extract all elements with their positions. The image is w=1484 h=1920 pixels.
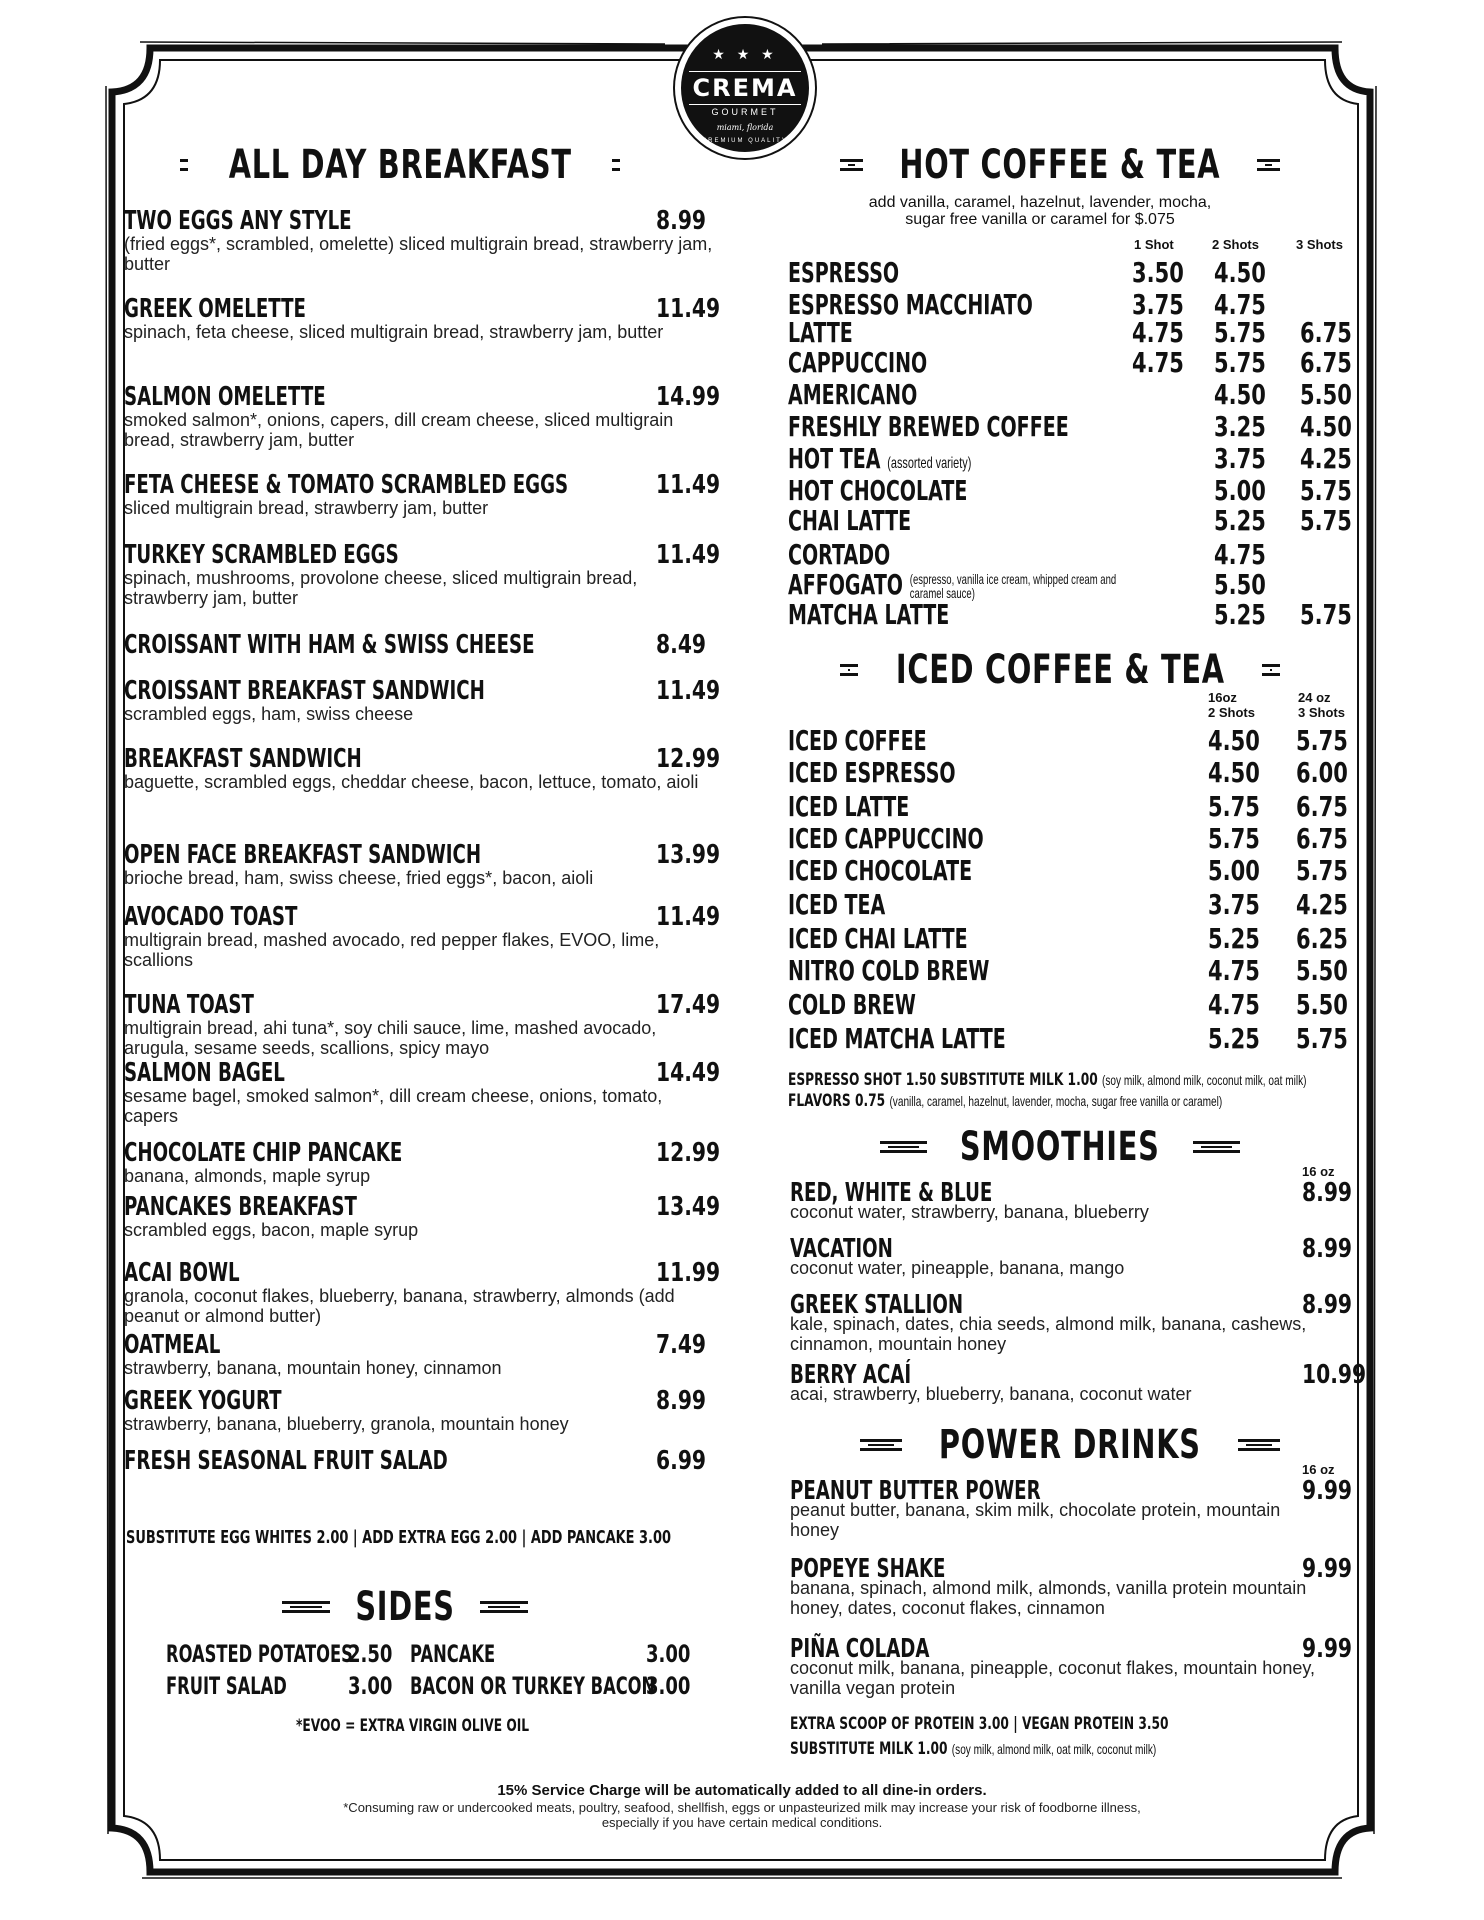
item-name: PANCAKES BREAKFAST (124, 1192, 357, 1222)
item-description: sesame bagel, smoked salmon*, dill cream cheese, onions, tomato, capers (124, 1086, 663, 1126)
item-price: 8.99 (1302, 1234, 1353, 1264)
item-description: smoked salmon*, onions, capers, dill cream cheese, sliced multigrain bread, strawberry jam, butter (124, 410, 674, 450)
drink-row (788, 988, 1348, 1020)
item-description: banana, almonds, maple syrup (124, 1166, 371, 1186)
drink-name-text: HOT CHOCOLATE (788, 474, 968, 507)
item-name: BERRY ACAÍ (790, 1360, 912, 1390)
hot-coffee-heading (840, 140, 1280, 190)
item-name: TUNA TOAST (124, 990, 254, 1020)
drink-name-text: AMERICANO (788, 378, 918, 411)
iced-extras (788, 1070, 1388, 1112)
item-description: acai, strawberry, blueberry, banana, coconut water (790, 1384, 1192, 1404)
item-description: banana, spinach, almond milk, almonds, vanilla protein mountain honey, dates, coconut flakes, cinnamon (790, 1578, 1307, 1618)
item-name: GREEK STALLION (790, 1290, 964, 1320)
iced-col-header (1208, 690, 1255, 720)
price-16oz: 4.50 (1208, 756, 1260, 789)
side-price: 3.00 (348, 1672, 393, 1700)
menu-item (124, 990, 724, 1058)
warning-line: especially if you have certain medical conditions. (601, 1815, 883, 1830)
item-description: coconut milk, banana, pineapple, coconut flakes, mountain honey, vanilla vegan protein (790, 1658, 1316, 1698)
price-16oz: 4.75 (1208, 988, 1260, 1021)
item-description: kale, spinach, dates, chia seeds, almond milk, banana, cashews, cinnamon, mountain honey (790, 1314, 1307, 1354)
price-2-shots: 5.25 (1214, 504, 1266, 537)
power-drinks-title: POWER DRINKS (939, 1422, 1201, 1468)
price-2-shots: 5.25 (1214, 598, 1266, 631)
menu-item (124, 206, 724, 274)
sides-heading (280, 1582, 530, 1632)
smoothies-size: 16 oz (1302, 1164, 1335, 1179)
price-16oz: 4.50 (1208, 724, 1260, 757)
drink-name-text: CAPPUCCINO (788, 346, 928, 379)
hot-coffee-subtitle-line: sugar free vanilla or caramel for $.075 (905, 211, 1175, 228)
heading-ornament (860, 1439, 902, 1451)
power-extras-line: EXTRA SCOOP OF PROTEIN 3.00 | VEGAN PROTEIN 3.50 (790, 1714, 1169, 1734)
price-2-shots: 3.75 (1214, 442, 1266, 475)
item-description: baguette, scrambled eggs, cheddar cheese, bacon, lettuce, tomato, aioli (124, 772, 699, 792)
menu-item (124, 1192, 724, 1240)
drink-name-text: AFFOGATO (788, 568, 903, 601)
price-1-shot: 4.75 (1132, 346, 1184, 379)
side-price: 3.00 (646, 1672, 691, 1700)
drink-name (788, 474, 967, 507)
side-price: 2.50 (348, 1640, 393, 1668)
price-16oz: 5.75 (1208, 822, 1260, 855)
price-16oz: 5.25 (1208, 922, 1260, 955)
item-name: FRESH SEASONAL FRUIT SALAD (124, 1446, 448, 1476)
drink-row (788, 538, 1348, 570)
item-price: 12.99 (656, 1138, 721, 1168)
menu-item (124, 1138, 724, 1186)
menu-item (124, 1386, 724, 1434)
iced-col-shots: 2 Shots (1208, 705, 1255, 720)
drink-name-text: FRESHLY BREWED COFFEE (788, 410, 1069, 443)
item-description: spinach, mushrooms, provolone cheese, sliced multigrain bread, strawberry jam, butter (124, 568, 638, 608)
price-16oz: 4.75 (1208, 954, 1260, 987)
price-3-shots: 6.75 (1300, 346, 1352, 379)
item-description: strawberry, banana, mountain honey, cinnamon (124, 1358, 502, 1378)
drink-name: ICED LATTE (788, 790, 910, 823)
iced-extras-label: ESPRESSO SHOT 1.50 SUBSTITUTE MILK 1.00 (788, 1070, 1098, 1090)
price-3-shots: 4.25 (1300, 442, 1352, 475)
power-extras-detail: (soy milk, almond milk, oat milk, coconut milk) (951, 1741, 1157, 1757)
item-description: peanut butter, banana, skim milk, chocolate protein, mountain honey (790, 1500, 1281, 1540)
item-description: scrambled eggs, ham, swiss cheese (124, 704, 414, 724)
item-name: RED, WHITE & BLUE (790, 1178, 993, 1208)
heading-ornament (840, 664, 858, 676)
menu-item (124, 294, 724, 342)
iced-col-size: 24 oz (1298, 690, 1331, 705)
price-3-shots: 5.75 (1300, 504, 1352, 537)
item-name: SALMON OMELETTE (124, 382, 326, 412)
item-description: multigrain bread, mashed avocado, red pepper flakes, EVOO, lime, scallions (124, 930, 660, 970)
heading-ornament (1257, 159, 1280, 171)
item-price: 7.49 (656, 1330, 707, 1360)
menu-item (124, 470, 724, 518)
hot-col-header: 1 Shot (1134, 237, 1174, 252)
price-24oz: 6.75 (1296, 822, 1348, 855)
drink-row (788, 442, 1352, 475)
iced-coffee-heading (840, 645, 1280, 695)
drink-name: COLD BREW (788, 988, 916, 1021)
item-name: OPEN FACE BREAKFAST SANDWICH (124, 840, 482, 870)
item-name: PEANUT BUTTER POWER (790, 1476, 1041, 1506)
drink-row (788, 410, 1352, 443)
item-price: 11.49 (656, 540, 721, 570)
service-charge-note: 15% Service Charge will be automatically added to all dine-in orders. (497, 1782, 987, 1799)
price-16oz: 5.25 (1208, 1022, 1260, 1055)
side-item (410, 1640, 690, 1672)
price-2-shots: 5.00 (1214, 474, 1266, 507)
drink-row (788, 954, 1348, 986)
side-item (166, 1672, 406, 1704)
item-name: AVOCADO TOAST (124, 902, 298, 932)
item-price: 8.99 (656, 1386, 707, 1416)
menu-item (790, 1554, 1353, 1618)
iced-col-size: 16oz (1208, 690, 1237, 705)
price-24oz: 6.25 (1296, 922, 1348, 955)
item-price: 10.99 (1302, 1360, 1367, 1390)
drink-name-text: ESPRESSO MACCHIATO (788, 288, 1033, 321)
heading-ornament (612, 159, 620, 171)
item-price: 11.49 (656, 902, 721, 932)
menu-item (790, 1360, 1367, 1404)
drink-name-text: ESPRESSO (788, 256, 900, 289)
item-name: SALMON BAGEL (124, 1058, 285, 1088)
iced-extras-label: FLAVORS 0.75 (788, 1091, 886, 1111)
side-name: ROASTED POTATOES (166, 1640, 353, 1668)
price-1-shot: 4.75 (1132, 316, 1184, 349)
item-price: 9.99 (1302, 1554, 1353, 1584)
menu-item (124, 676, 724, 724)
menu-item (124, 902, 724, 970)
breakfast-extras-text: SUBSTITUTE EGG WHITES 2.00 | ADD EXTRA EGG 2.00 | ADD PANCAKE 3.00 (126, 1527, 671, 1548)
drink-name (788, 410, 1069, 443)
item-description: sliced multigrain bread, strawberry jam, butter (124, 498, 489, 518)
item-price: 11.49 (656, 470, 721, 500)
side-price: 3.00 (646, 1640, 691, 1668)
menu-item (124, 1330, 724, 1378)
logo-stars: ★ ★ ★ (712, 46, 778, 62)
power-extras-label: SUBSTITUTE MILK 1.00 (790, 1739, 948, 1759)
price-3-shots: 5.75 (1300, 598, 1352, 631)
heading-ornament (180, 159, 188, 171)
drink-name (788, 442, 971, 475)
iced-coffee-title: ICED COFFEE & TEA (895, 647, 1225, 693)
iced-extras-detail: (soy milk, almond milk, coconut milk, oat milk) (1102, 1072, 1307, 1088)
drink-note: (espresso, vanilla ice cream, whipped cream and caramel sauce) (909, 571, 1117, 601)
drink-name: ICED CHOCOLATE (788, 854, 973, 887)
logo-subtitle: GOURMET (711, 107, 779, 117)
price-3-shots: 4.50 (1300, 410, 1352, 443)
side-item (410, 1672, 690, 1704)
item-description: coconut water, pineapple, banana, mango (790, 1258, 1125, 1278)
heading-ornament (1193, 1141, 1240, 1153)
drink-note: (assorted variety) (887, 455, 972, 472)
item-name: FETA CHEESE & TOMATO SCRAMBLED EGGS (124, 470, 569, 500)
item-description: strawberry, banana, blueberry, granola, mountain honey (124, 1414, 569, 1434)
drink-name (788, 256, 899, 289)
item-description: brioche bread, ham, swiss cheese, fried eggs*, bacon, aioli (124, 868, 594, 888)
power-extras-line (790, 1737, 1156, 1761)
drink-name: ICED TEA (788, 888, 886, 921)
price-24oz: 5.75 (1296, 724, 1348, 757)
side-name: FRUIT SALAD (166, 1672, 287, 1700)
price-24oz: 5.75 (1296, 854, 1348, 887)
price-2-shots: 4.75 (1214, 288, 1266, 321)
heading-ornament (1238, 1439, 1280, 1451)
price-2-shots: 5.75 (1214, 346, 1266, 379)
drink-name-text: HOT TEA (788, 442, 881, 475)
item-price: 6.99 (656, 1446, 707, 1476)
drink-row (788, 756, 1348, 788)
item-price: 8.99 (1302, 1290, 1353, 1320)
iced-col-shots: 3 Shots (1298, 705, 1345, 720)
price-2-shots: 3.25 (1214, 410, 1266, 443)
item-name: CROISSANT BREAKFAST SANDWICH (124, 676, 485, 706)
hot-col-header: 2 Shots (1212, 237, 1259, 252)
item-name: POPEYE SHAKE (790, 1554, 946, 1584)
price-2-shots: 5.50 (1214, 568, 1266, 601)
item-price: 17.49 (656, 990, 721, 1020)
drink-name-text: LATTE (788, 316, 853, 349)
sides-note (296, 1716, 620, 1736)
drink-row (788, 256, 1348, 288)
drink-name: ICED ESPRESSO (788, 756, 956, 789)
drink-name (788, 378, 917, 411)
menu-item (790, 1290, 1353, 1354)
item-description: scrambled eggs, bacon, maple syrup (124, 1220, 419, 1240)
item-name: CHOCOLATE CHIP PANCAKE (124, 1138, 403, 1168)
item-price: 11.49 (656, 676, 721, 706)
item-description: (fried eggs*, scrambled, omelette) sliced multigrain bread, strawberry jam, butter (124, 234, 713, 274)
drink-row (788, 346, 1352, 379)
price-24oz: 6.00 (1296, 756, 1348, 789)
drink-row (788, 378, 1352, 411)
heading-ornament (840, 159, 863, 171)
hot-coffee-subtitle-line: add vanilla, caramel, hazelnut, lavender, mocha, (868, 194, 1212, 211)
drink-row (788, 724, 1348, 756)
item-price: 9.99 (1302, 1476, 1353, 1506)
power-drinks-size: 16 oz (1302, 1462, 1335, 1477)
drink-name (788, 568, 1134, 601)
sides-list (166, 1640, 706, 1710)
menu-item (790, 1634, 1353, 1698)
drink-name: ICED COFFEE (788, 724, 927, 757)
price-3-shots: 5.50 (1300, 378, 1352, 411)
price-24oz: 5.50 (1296, 988, 1348, 1021)
price-16oz: 5.00 (1208, 854, 1260, 887)
drink-name-text: CORTADO (788, 538, 891, 571)
price-2-shots: 4.75 (1214, 538, 1266, 571)
item-name: PIÑA COLADA (790, 1634, 930, 1664)
menu-item (124, 382, 724, 450)
menu-item (124, 744, 724, 792)
drink-row (788, 598, 1352, 631)
hot-coffee-subtitle (780, 194, 1300, 228)
drink-row (788, 474, 1352, 507)
drink-name-text: CHAI LATTE (788, 504, 912, 537)
item-price: 13.99 (656, 840, 721, 870)
smoothies-heading (880, 1122, 1240, 1172)
heading-ornament (480, 1601, 528, 1613)
heading-ornament (880, 1141, 927, 1153)
drink-row (788, 568, 1348, 600)
price-3-shots: 5.75 (1300, 474, 1352, 507)
item-description: multigrain bread, ahi tuna*, soy chili sauce, lime, mashed avocado, arugula, sesame seeds, scallions, spicy mayo (124, 1018, 657, 1058)
item-name: BREAKFAST SANDWICH (124, 744, 362, 774)
warning-line: *Consuming raw or undercooked meats, poultry, seafood, shellfish, eggs or unpasteurized milk may increase your risk of foodborne illness, (343, 1800, 1141, 1815)
drink-name: ICED CHAI LATTE (788, 922, 968, 955)
side-name: BACON OR TURKEY BACON (410, 1672, 656, 1700)
item-name: TURKEY SCRAMBLED EGGS (124, 540, 399, 570)
price-24oz: 6.75 (1296, 790, 1348, 823)
item-price: 8.49 (656, 630, 707, 660)
drink-row (788, 822, 1348, 854)
drink-name (788, 316, 853, 349)
price-1-shot: 3.50 (1132, 256, 1184, 289)
logo-location: miami, florida (716, 123, 774, 132)
drink-name: ICED CAPPUCCINO (788, 822, 984, 855)
item-price: 9.99 (1302, 1634, 1353, 1664)
sides-title: SIDES (355, 1584, 455, 1630)
menu-item (124, 840, 724, 888)
power-extras (790, 1712, 1390, 1762)
menu-item (790, 1476, 1353, 1540)
iced-extras-detail: (vanilla, caramel, hazelnut, lavender, mocha, sugar free vanilla or caramel) (889, 1093, 1223, 1109)
item-description: coconut water, strawberry, banana, blueberry (790, 1202, 1149, 1222)
item-price: 13.49 (656, 1192, 721, 1222)
food-safety-warning (0, 1800, 1484, 1830)
side-name: PANCAKE (410, 1640, 496, 1668)
drink-name: NITRO COLD BREW (788, 954, 990, 987)
item-price: 14.49 (656, 1058, 721, 1088)
price-24oz: 5.50 (1296, 954, 1348, 987)
menu-item (790, 1234, 1353, 1278)
drink-row (788, 316, 1352, 349)
heading-ornament (282, 1601, 330, 1613)
smoothies-title: SMOOTHIES (960, 1124, 1160, 1170)
breakfast-title: ALL DAY BREAKFAST (228, 142, 572, 188)
breakfast-heading (180, 140, 620, 190)
drink-row (788, 1022, 1348, 1054)
price-24oz: 5.75 (1296, 1022, 1348, 1055)
price-16oz: 3.75 (1208, 888, 1260, 921)
drink-row (788, 790, 1348, 822)
logo-brand: CREMA (689, 71, 802, 105)
item-name: VACATION (790, 1234, 893, 1264)
crema-logo (675, 18, 815, 158)
item-name: ACAI BOWL (124, 1258, 240, 1288)
logo-quality: PREMIUM QUALITY (702, 138, 788, 144)
drink-name (788, 598, 949, 631)
menu-item (124, 540, 724, 608)
drink-row (788, 888, 1348, 920)
menu-item (790, 1178, 1353, 1222)
menu-item (124, 1446, 724, 1476)
item-price: 11.49 (656, 294, 721, 324)
item-description: granola, coconut flakes, blueberry, banana, strawberry, almonds (add peanut or almond butter) (124, 1286, 675, 1326)
price-24oz: 4.25 (1296, 888, 1348, 921)
drink-row (788, 504, 1352, 537)
side-item (166, 1640, 406, 1672)
item-name: TWO EGGS ANY STYLE (124, 206, 352, 236)
item-name: GREEK OMELETTE (124, 294, 306, 324)
breakfast-extras (126, 1527, 883, 1548)
item-price: 8.99 (1302, 1178, 1353, 1208)
iced-extras-line (788, 1091, 1222, 1111)
iced-extras-line (788, 1070, 1306, 1090)
power-drinks-heading (860, 1420, 1280, 1470)
drink-name (788, 504, 911, 537)
item-price: 12.99 (656, 744, 721, 774)
item-name: OATMEAL (124, 1330, 221, 1360)
drink-row (788, 854, 1348, 886)
item-price: 14.99 (656, 382, 721, 412)
item-description: spinach, feta cheese, sliced multigrain bread, strawberry jam, butter (124, 322, 664, 342)
iced-col-header (1298, 690, 1345, 720)
drink-name (788, 346, 927, 379)
item-price: 11.99 (656, 1258, 721, 1288)
menu-item (124, 1058, 724, 1126)
price-2-shots: 4.50 (1214, 378, 1266, 411)
sides-note-text: *EVOO = EXTRA VIRGIN OLIVE OIL (296, 1716, 530, 1736)
drink-name-text: MATCHA LATTE (788, 598, 950, 631)
menu-item (124, 630, 724, 660)
menu-item (124, 1258, 724, 1326)
price-2-shots: 4.50 (1214, 256, 1266, 289)
price-16oz: 5.75 (1208, 790, 1260, 823)
drink-row (788, 922, 1348, 954)
price-1-shot: 3.75 (1132, 288, 1184, 321)
item-name: CROISSANT WITH HAM & SWISS CHEESE (124, 630, 535, 660)
drink-name (788, 538, 890, 571)
heading-ornament (1262, 664, 1280, 676)
price-3-shots: 6.75 (1300, 316, 1352, 349)
item-price: 8.99 (656, 206, 707, 236)
price-2-shots: 5.75 (1214, 316, 1266, 349)
item-name: GREEK YOGURT (124, 1386, 282, 1416)
drink-name: ICED MATCHA LATTE (788, 1022, 1006, 1055)
hot-col-header: 3 Shots (1296, 237, 1343, 252)
hot-coffee-title: HOT COFFEE & TEA (899, 142, 1221, 188)
